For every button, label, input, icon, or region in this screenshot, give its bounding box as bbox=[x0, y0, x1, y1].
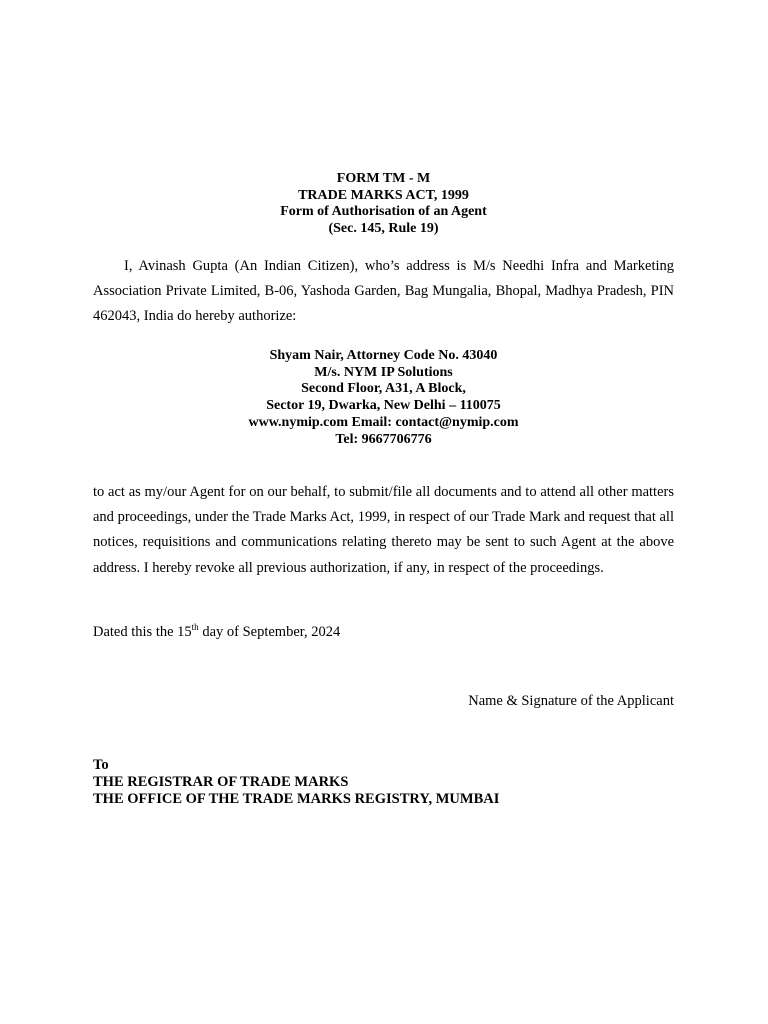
section-reference: (Sec. 145, Rule 19) bbox=[328, 220, 439, 236]
agent-firm: M/s. NYM IP Solutions bbox=[314, 364, 453, 380]
intro-paragraph: I, Avinash Gupta (An Indian Citizen), who’s address is M/s Needhi Infra and Marketing Association Private Limited, B-06, Yashoda Garden, Bag Mungalia, Bhopal, Madhya Pradesh, PIN 462043, India do hereby authorize: bbox=[93, 258, 674, 324]
agent-details bbox=[93, 348, 674, 448]
authorization-paragraph: to act as my/our Agent for on our behalf, to submit/file all documents and to attend all other matters and proceedings, under the Trade Marks Act, 1999, in respect of our Trade Mark and request that all notices, requisitions and communications relating thereto may be sent to such Agent at the above address. I hereby revoke all previous authorization, if any, in respect of the proceedings. bbox=[93, 484, 674, 576]
dated-ordinal-suffix: th bbox=[191, 622, 199, 633]
agent-address-line2: Sector 19, Dwarka, New Delhi – 110075 bbox=[266, 398, 501, 414]
agent-telephone: Tel: 9667706776 bbox=[335, 431, 432, 447]
form-title: FORM TM - M bbox=[336, 171, 431, 186]
act-title: TRADE MARKS ACT, 1999 bbox=[298, 187, 469, 203]
document-page bbox=[93, 0, 674, 1024]
form-heading bbox=[93, 171, 674, 237]
addressee-line2: THE OFFICE OF THE TRADE MARKS REGISTRY, MUMBAI bbox=[93, 791, 500, 807]
addressee-to: To bbox=[93, 757, 109, 773]
addressee-block bbox=[93, 757, 499, 808]
agent-web-email: www.nymip.com Email: contact@nymip.com bbox=[248, 414, 519, 430]
agent-address-line1: Second Floor, A31, A Block, bbox=[301, 381, 466, 397]
dated-suffix: day of September, 2024 bbox=[198, 624, 341, 640]
agent-name: Shyam Nair, Attorney Code No. 43040 bbox=[269, 348, 498, 363]
dated-line bbox=[93, 622, 340, 642]
dated-prefix: Dated this the 15 bbox=[93, 624, 192, 640]
form-subtitle: Form of Authorisation of an Agent bbox=[280, 204, 487, 219]
addressee-line1: THE REGISTRAR OF TRADE MARKS bbox=[93, 774, 349, 790]
signature-label: Name & Signature of the Applicant bbox=[468, 693, 674, 709]
